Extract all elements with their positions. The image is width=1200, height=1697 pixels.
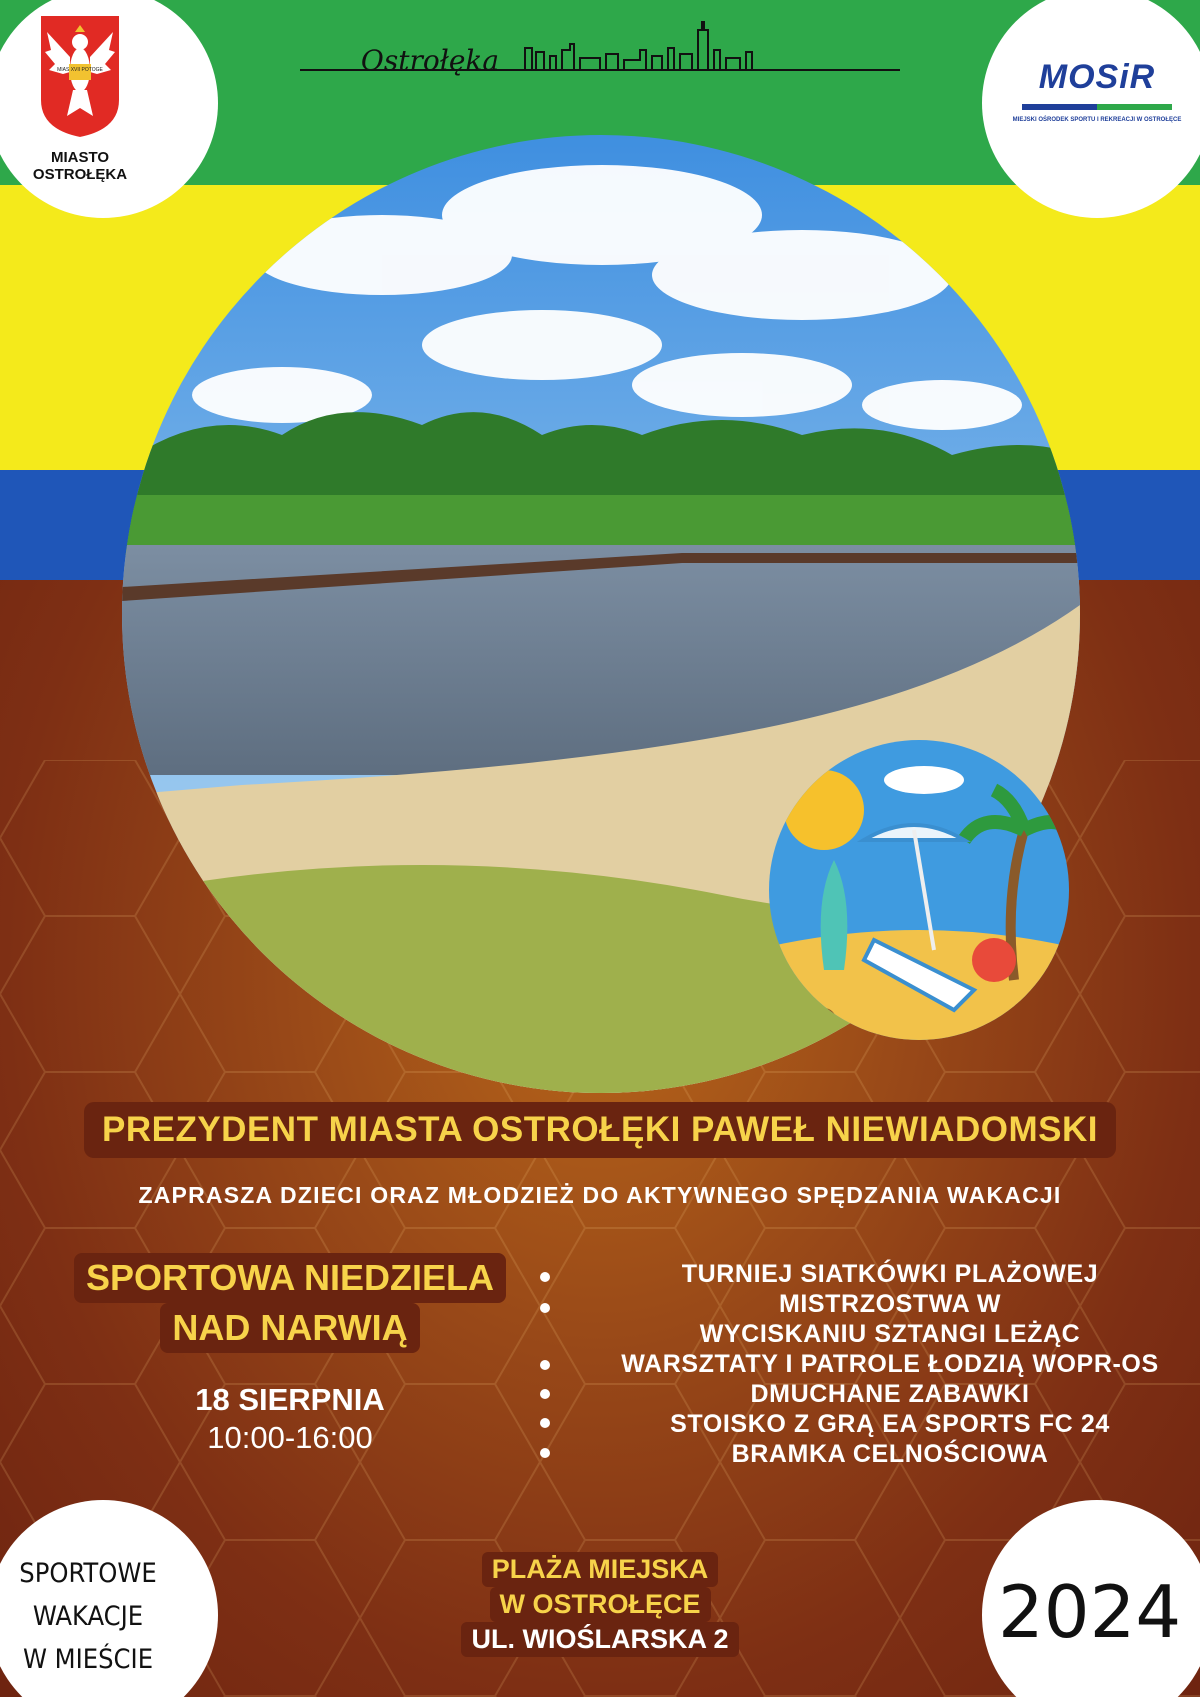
shield-motto: MIAS XVII POTOGE bbox=[57, 67, 103, 73]
location-line1: PLAŻA MIEJSKA bbox=[482, 1552, 719, 1587]
location-address: UL. WIOŚLARSKA 2 bbox=[461, 1622, 738, 1657]
headline-wrap bbox=[0, 1102, 1200, 1158]
skyline-text: Ostrołęka bbox=[360, 44, 500, 77]
wakacje-line3: W MIEŚCIE bbox=[22, 1644, 154, 1675]
city-logo bbox=[20, 12, 140, 183]
coat-of-arms-icon bbox=[37, 12, 123, 140]
event-title-line1: SPORTOWA NIEDZIELA bbox=[74, 1253, 506, 1303]
activity-item: TURNIEJ SIATKÓWKI PLAŻOWEJ bbox=[681, 1260, 1099, 1288]
event-date: 18 SIERPNIA bbox=[195, 1382, 385, 1417]
city-name-line2: OSTROŁĘKA bbox=[32, 166, 128, 183]
activity-item: WARSZTATY I PATROLE ŁODZIĄ WOPR-OS bbox=[621, 1350, 1159, 1378]
city-name-line1: MIASTO bbox=[50, 149, 110, 166]
beach-illustration-icon bbox=[754, 720, 1084, 1060]
activity-item: DMUCHANE ZABAWKI bbox=[750, 1380, 1030, 1408]
mosir-underline-icon bbox=[1022, 104, 1172, 110]
ostroleka-skyline bbox=[300, 20, 900, 80]
activity-item: BRAMKA CELNOŚCIOWA bbox=[731, 1440, 1049, 1468]
mosir-title: MOSiR bbox=[1038, 58, 1156, 96]
bullet-icon bbox=[540, 1418, 550, 1428]
wakacje-line2: WAKACJE bbox=[32, 1601, 144, 1632]
location-line2: W OSTROŁĘCE bbox=[490, 1587, 711, 1622]
headline: PREZYDENT MIASTA OSTROŁĘKI PAWEŁ NIEWIADOMSKI bbox=[84, 1102, 1116, 1158]
mosir-subtitle: MIEJSKI OŚRODEK SPORTU I REKREACJI W OSTROŁĘCE bbox=[1012, 117, 1182, 123]
location bbox=[450, 1552, 750, 1657]
activity-item: STOISKO Z GRĄ EA SPORTS FC 24 bbox=[670, 1410, 1110, 1438]
event-time: 10:00-16:00 bbox=[207, 1420, 373, 1455]
sportowe-wakacje-label bbox=[18, 1552, 158, 1681]
activity-item: WYCISKANIU SZTANGI LEŻĄC bbox=[699, 1320, 1081, 1348]
activity-item: MISTRZOSTWA W bbox=[778, 1290, 1002, 1318]
event-title-line2: NAD NARWIĄ bbox=[160, 1303, 419, 1353]
mosir-logo bbox=[1012, 58, 1182, 123]
year: 2024 bbox=[998, 1570, 1182, 1654]
bullet-icon bbox=[540, 1360, 550, 1370]
bullet-icon bbox=[540, 1272, 550, 1282]
event-title bbox=[40, 1253, 540, 1353]
subline: ZAPRASZA DZIECI ORAZ MŁODZIEŻ DO AKTYWNEGO SPĘDZANIA WAKACJI bbox=[138, 1182, 1062, 1208]
bullet-icon bbox=[540, 1303, 550, 1313]
bullet-icon bbox=[540, 1448, 550, 1458]
bullet-icon bbox=[540, 1389, 550, 1399]
wakacje-line1: SPORTOWE bbox=[19, 1558, 157, 1589]
